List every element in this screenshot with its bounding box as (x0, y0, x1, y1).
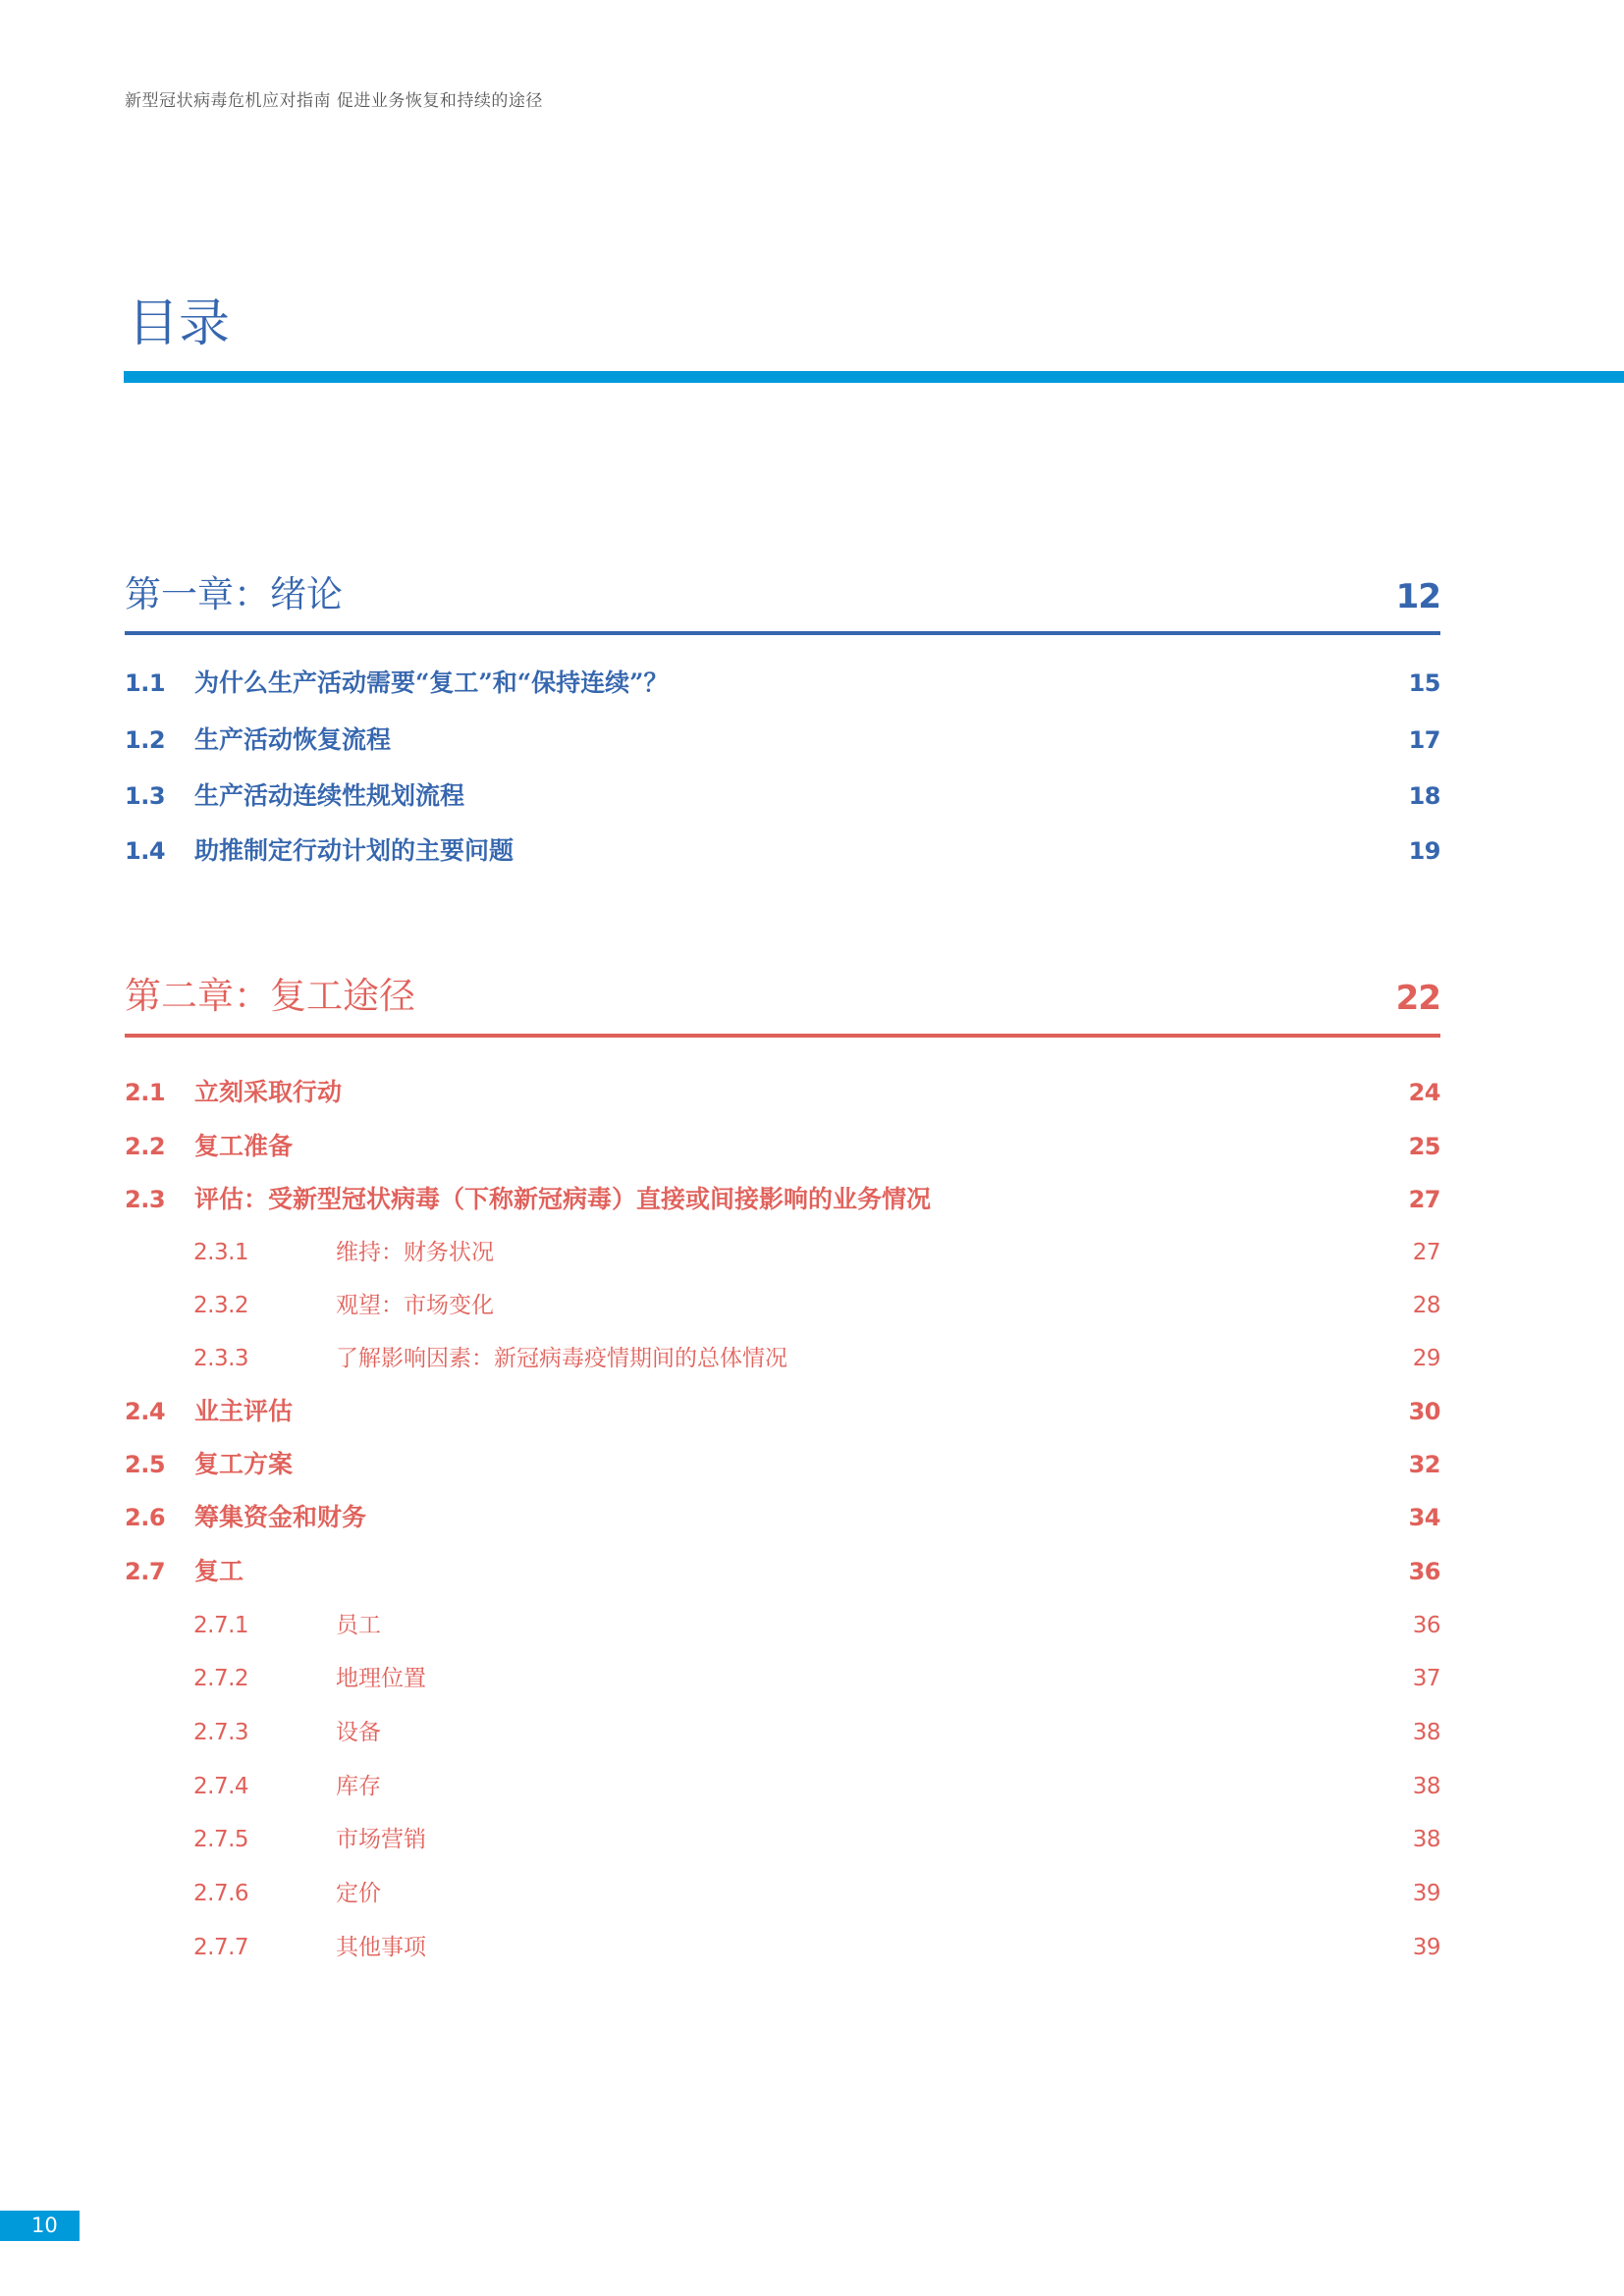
chapter-title: 第二章：复工途径 (125, 975, 415, 1017)
entry-page: 36 (1408, 1558, 1440, 1585)
toc-subentry[interactable] (125, 1288, 1440, 1323)
entry-number: 2.6 (125, 1504, 166, 1531)
toc-entry[interactable] (125, 833, 1440, 869)
entry-number: 2.3.2 (193, 1293, 249, 1318)
entry-page: 25 (1408, 1133, 1440, 1160)
chapter-page-number: 22 (1395, 979, 1440, 1018)
entry-page: 38 (1412, 1827, 1440, 1852)
entry-number: 1.2 (125, 726, 166, 754)
entry-label: 地理位置 (336, 1666, 426, 1691)
entry-number: 1.1 (125, 669, 166, 697)
page-number-badge (0, 2211, 80, 2241)
entry-number: 2.5 (125, 1451, 166, 1478)
chapter-divider (125, 631, 1440, 635)
entry-page: 34 (1408, 1504, 1440, 1531)
entry-number: 2.7.2 (193, 1666, 249, 1691)
entry-number: 2.7 (125, 1558, 166, 1585)
entry-page: 29 (1412, 1346, 1440, 1371)
entry-label: 生产活动恢复流程 (194, 725, 392, 754)
entry-number: 2.7.6 (193, 1881, 249, 1906)
toc-entry[interactable] (125, 722, 1440, 758)
toc-subentry[interactable] (125, 1822, 1440, 1857)
chapter-divider (125, 1034, 1440, 1038)
entry-number: 2.4 (125, 1398, 166, 1425)
toc-entry[interactable] (125, 1394, 1440, 1429)
entry-number: 2.1 (125, 1079, 166, 1106)
entry-label: 复工方案 (194, 1450, 294, 1478)
entry-number: 2.3.3 (193, 1346, 249, 1371)
entry-number: 2.7.1 (193, 1613, 249, 1638)
toc-subentry[interactable] (125, 1769, 1440, 1804)
entry-page: 38 (1412, 1774, 1440, 1799)
entry-label: 了解影响因素：新冠病毒疫情期间的总体情况 (336, 1346, 787, 1371)
entry-page: 15 (1408, 669, 1440, 697)
entry-label: 复工准备 (194, 1132, 294, 1160)
entry-label: 为什么生产活动需要“复工”和“保持连续”？ (194, 668, 669, 697)
entry-label: 维持：财务状况 (336, 1240, 494, 1265)
entry-page: 27 (1408, 1186, 1440, 1213)
entry-page: 27 (1412, 1240, 1440, 1265)
toc-subentry[interactable] (125, 1876, 1440, 1911)
toc-entry[interactable] (125, 1182, 1440, 1217)
toc-entry[interactable] (125, 778, 1440, 814)
entry-label: 生产活动连续性规划流程 (194, 781, 465, 810)
toc-subentry[interactable] (125, 1715, 1440, 1750)
entry-page: 19 (1408, 837, 1440, 865)
toc-subentry[interactable] (125, 1608, 1440, 1643)
entry-page: 24 (1408, 1079, 1440, 1106)
entry-label: 筹集资金和财务 (194, 1503, 367, 1531)
entry-number: 2.7.7 (193, 1935, 249, 1960)
entry-label: 定价 (336, 1881, 381, 1906)
toc-subentry[interactable] (125, 1341, 1440, 1376)
entry-number: 2.3 (125, 1186, 166, 1213)
entry-page: 36 (1412, 1613, 1440, 1638)
entry-label: 市场营销 (336, 1827, 426, 1852)
entry-label: 评估：受新型冠状病毒（下称新冠病毒）直接或间接影响的业务情况 (194, 1185, 932, 1213)
toc-entry[interactable] (125, 1129, 1440, 1164)
page-title: 目录 (128, 294, 231, 353)
entry-label: 复工 (194, 1557, 244, 1585)
chapter-1 (125, 573, 1440, 887)
entry-label: 库存 (336, 1774, 381, 1799)
toc-entry[interactable] (125, 1554, 1440, 1589)
toc-entry[interactable] (125, 1075, 1440, 1110)
entry-page: 32 (1408, 1451, 1440, 1478)
entry-label: 设备 (336, 1720, 381, 1745)
entry-label: 立刻采取行动 (194, 1078, 343, 1106)
entry-page: 30 (1408, 1398, 1440, 1425)
entry-label: 助推制定行动计划的主要问题 (194, 836, 514, 865)
entry-number: 2.3.1 (193, 1240, 249, 1265)
entry-label: 观望：市场变化 (336, 1293, 494, 1318)
entry-number: 1.4 (125, 837, 166, 865)
entry-number: 2.2 (125, 1133, 166, 1160)
entry-page: 38 (1412, 1720, 1440, 1745)
entry-number: 2.7.4 (193, 1774, 249, 1799)
toc-subentry[interactable] (125, 1930, 1440, 1965)
entry-label: 业主评估 (194, 1397, 294, 1425)
entry-number: 1.3 (125, 782, 166, 810)
chapter-title: 第一章：绪论 (125, 573, 343, 615)
toc-subentry[interactable] (125, 1661, 1440, 1696)
entry-page: 28 (1412, 1293, 1440, 1318)
toc-entry[interactable] (125, 1447, 1440, 1482)
entry-label: 员工 (336, 1613, 381, 1638)
title-divider (124, 371, 1624, 383)
entry-number: 2.7.3 (193, 1720, 249, 1745)
entry-page: 17 (1408, 726, 1440, 754)
chapter-2 (125, 975, 1440, 1976)
entry-page: 37 (1412, 1666, 1440, 1691)
toc-subentry[interactable] (125, 1235, 1440, 1270)
entry-label: 其他事项 (336, 1935, 426, 1960)
toc-entry[interactable] (125, 1500, 1440, 1535)
running-header: 新型冠状病毒危机应对指南 促进业务恢复和持续的途径 (125, 91, 543, 111)
entry-number: 2.7.5 (193, 1827, 249, 1852)
entry-page: 39 (1412, 1935, 1440, 1960)
entry-page: 18 (1408, 782, 1440, 810)
entry-page: 39 (1412, 1881, 1440, 1906)
toc-entry[interactable] (125, 666, 1440, 701)
chapter-2-heading[interactable] (125, 975, 1440, 1018)
chapter-page-number: 12 (1395, 577, 1440, 616)
page-number: 10 (31, 2214, 58, 2237)
chapter-1-heading[interactable] (125, 573, 1440, 616)
